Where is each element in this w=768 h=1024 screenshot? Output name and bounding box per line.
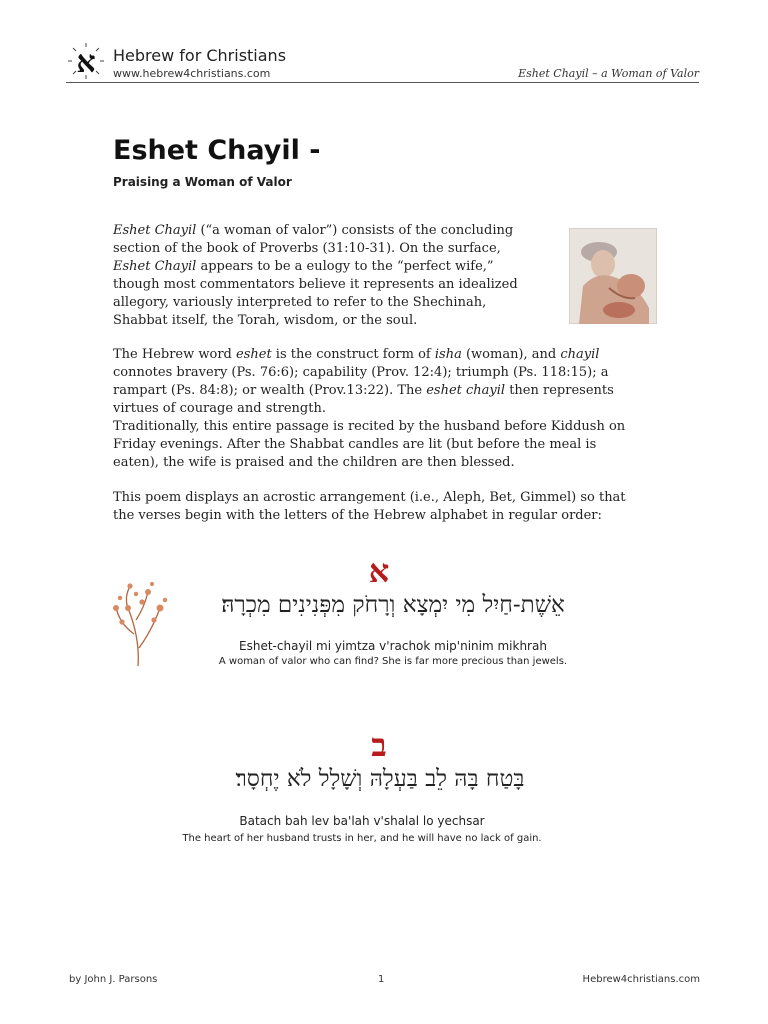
text-run: (“a woman of valor”) consists of the concluding section of the book of Proverbs (31:10-31). On the surface,	[113, 223, 514, 256]
site-url[interactable]: www.hebrew4christians.com	[113, 67, 271, 80]
page-title: Eshet Chayil -	[113, 135, 321, 166]
italic-term: eshet chayil	[426, 383, 506, 398]
footer-author: by John J. Parsons	[69, 974, 158, 985]
verse-2-translation: The heart of her husband trusts in her, and he will have no lack of gain.	[182, 833, 542, 844]
text-run: appears to be a eulogy to the “perfect wife,” though most commentators believe it represents an idealized allegory, variously interpreted to refer to the Shechinah, Shabbat itself, the Torah, wisdom, or the soul.	[113, 259, 518, 328]
italic-term: eshet	[236, 347, 272, 362]
text-run: connotes bravery (Ps. 76:6); capability (Prov. 12:4); triumph (Ps. 118:15); a rampart (Ps. 84:8); or wealth (Prov.13:22). The	[113, 365, 609, 398]
italic-term: Eshet Chayil	[113, 223, 197, 238]
site-logo	[66, 41, 106, 81]
verse-2-letter: ב	[371, 726, 387, 764]
tradition-paragraph	[113, 418, 643, 472]
woman-illustration	[569, 228, 657, 324]
meaning-paragraph	[113, 346, 643, 418]
text-run: Traditionally, this entire passage is recited by the husband before Kiddush on Friday evenings. After the Shabbat candles are lit (but before the meal is eaten), the wife is praised and the children are then blessed.	[113, 419, 626, 470]
page-number: 1	[378, 974, 385, 985]
italic-term: chayil	[560, 347, 600, 362]
text-run: is the construct form of	[271, 347, 435, 362]
flower-illustration	[108, 578, 174, 668]
italic-term: Eshet Chayil	[113, 259, 197, 274]
site-title: Hebrew for Christians	[113, 46, 287, 65]
verse-1-letter: א	[368, 552, 390, 590]
text-run: The Hebrew word	[113, 347, 237, 362]
italic-term: isha	[434, 347, 462, 362]
page-subtitle: Praising a Woman of Valor	[113, 175, 292, 189]
verse-2-hebrew: בָּטַח בָּהּ לֵב בַּעְלָהּ וְשָׁלָל לֹא יֶחְסָר׃	[235, 766, 525, 792]
verse-1-hebrew: אֵשֶׁת-חַיִל מִי יִמְצָא וְרָחֹק מִפְּנִינִים מִכְרָהּ׃	[221, 592, 565, 618]
verse-2-transliteration: Batach bah lev ba'lah v'shalal lo yechsar	[239, 814, 485, 828]
text-run: (woman), and	[461, 347, 561, 362]
header-divider	[66, 82, 699, 83]
text-run: then represents virtues of courage and strength.	[113, 383, 614, 416]
verse-1-translation: A woman of valor who can find? She is far more precious than jewels.	[218, 656, 568, 667]
footer-site[interactable]: Hebrew4christians.com	[582, 974, 700, 985]
running-head: Eshet Chayil – a Woman of Valor	[518, 67, 699, 80]
acrostic-paragraph	[113, 489, 643, 525]
logo-letter: א	[76, 45, 96, 80]
intro-paragraph	[113, 222, 533, 330]
verse-1-transliteration: Eshet-chayil mi yimtza v'rachok mip'ninim mikhrah	[239, 639, 547, 653]
text-run: This poem displays an acrostic arrangement (i.e., Aleph, Bet, Gimmel) so that the verses begin with the letters of the Hebrew alphabet in regular order:	[113, 490, 626, 523]
